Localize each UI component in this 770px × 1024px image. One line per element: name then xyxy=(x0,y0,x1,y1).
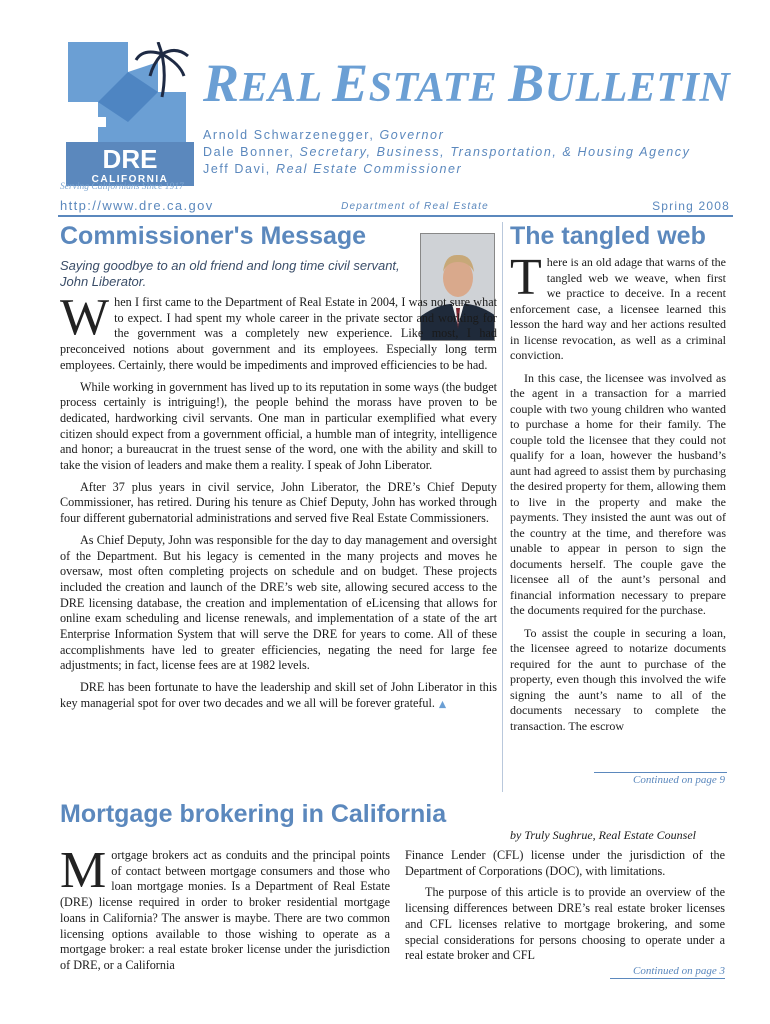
website-link[interactable]: http://www.dre.ca.gov xyxy=(60,198,214,213)
mortgage-column-2 xyxy=(405,848,725,970)
tangled-paragraph: To assist the couple in securing a loan, the licensee agreed to notarize documents required for the aunt to purchase of the property, even though this involved the wife signing the aunt’s name to all of the documents necessary to complete the transaction. The escrow xyxy=(510,625,726,733)
mortgage-paragraph: Finance Lender (CFL) license under the jurisdiction of the Department of Corporations (DOC), with limitations. xyxy=(405,848,725,878)
issue-date: Spring 2008 xyxy=(652,199,730,213)
commissioner-article xyxy=(60,289,497,718)
tangled-web-article xyxy=(510,249,726,741)
dre-logo-graphic xyxy=(58,42,196,187)
masthead-divider xyxy=(58,215,733,217)
mortgage-byline: by Truly Sughrue, Real Estate Counsel xyxy=(510,828,696,842)
logo-subtext: CALIFORNIA xyxy=(91,174,169,185)
mortgage-headline: Mortgage brokering in California xyxy=(60,800,447,828)
tagline: Serving Californians Since 1917 xyxy=(60,182,184,192)
commissioner-headline: Commissioner's Message xyxy=(60,222,367,250)
commissioner-paragraph: As Chief Deputy, John was responsible for the day to day management and oversight of the Department. But his legacy is cemented in the many projects and moves he oversaw, most often completing projects on schedule and on budget. These projects included the creation and launch of the DRE’s web site, allowing secured access to the DRE licensing database, the creation and implementation of eLicensing that allows for online exam scheduling and license renewals, and implementation of a state of the art Enterprise Information System that will serve the DRE for years to come. All of these accomplishments have led to greater efficiencies, negating the need for large fee adjustments; in fact, license fees are at 1982 levels. xyxy=(60,532,497,673)
officials-list xyxy=(203,127,723,178)
commissioner-paragraph: When I first came to the Department of Real Estate in 2004, I was not sure what to expect. I had spent my whole career in the private sector and working for the government was a completely new experience. Like most, I had preconceived notions about government and its employees. Especially long term employees. Certainly, there would be impediments and improved efficiencies to be had. xyxy=(60,289,497,372)
continued-rule xyxy=(594,772,727,773)
column-divider xyxy=(502,222,503,792)
tangled-paragraph: There is an old adage that warns of the tangled web we weave, when first we practice to deceive. In a recent enforcement case, a licensee learned this lesson the hard way and her actions resulted in license revocation, as well as a criminal conviction. xyxy=(510,249,726,362)
official-commissioner: Jeff Davi, Real Estate Commissioner xyxy=(203,162,463,176)
commissioner-deck: Saying goodbye to an old friend and long time civil servant, John Liberator. xyxy=(60,258,400,289)
mortgage-paragraph: Mortgage brokers act as conduits and the principal points of contact between mortgage consumers and those who loan mortgage monies. Is a Department of Real Estate (DRE) license required in order to broker residential mortgage loans in California? The answer is maybe. There are two common licensing options available to those wishing to operate as a mortgage broker: a real estate broker license under the jurisdiction of DRE, or a California xyxy=(60,842,390,972)
continued-link-page-9[interactable]: Continued on page 9 xyxy=(633,774,725,786)
commissioner-paragraph: DRE has been fortunate to have the leadership and skill set of John Liberator in this key managerial spot for over two decades and we all will be forever grateful. xyxy=(60,680,497,710)
department-name: Department of Real Estate xyxy=(341,201,489,212)
continued-rule xyxy=(610,978,725,979)
dre-logo xyxy=(58,42,196,187)
bulletin-title: REAL ESTATE BULLETIN xyxy=(203,53,731,113)
dropcap: W xyxy=(60,289,110,346)
mortgage-paragraph: The purpose of this article is to provide an overview of the licensing differences between DRE’s real estate broker licenses and CFL licenses relative to mortgage brokering, and some special considerations for persons choosing to operate under a real estate broker and CFL xyxy=(405,885,725,963)
commissioner-paragraph: After 37 plus years in civil service, John Liberator, the DRE’s Chief Deputy Commissioner, has retired. During his tenure as Chief Deputy, John has worked through four different gubernatorial administrations and served five Real Estate Commissioners. xyxy=(60,479,497,526)
tangled-web-headline: The tangled web xyxy=(510,222,706,250)
continued-link-page-3[interactable]: Continued on page 3 xyxy=(633,965,725,977)
dropcap: T xyxy=(510,249,542,306)
dropcap: M xyxy=(60,842,107,899)
logo-text: DRE xyxy=(102,144,158,174)
commissioner-paragraph: While working in government has lived up to its reputation in some ways (the budget process certainly is intriguing!), the people behind the morass have proven to be dedicated, hardworking civil servants. One man in particular exemplified what every citizen should expect from a government official, a humble man of integrity, intelligence and honor; a bureaucrat in the truest sense of the word, one with the ability and skill to take the vision of leaders and make them a reality. I speak of John Liberator. xyxy=(60,379,497,473)
official-secretary: Dale Bonner, Secretary, Business, Transportation, & Housing Agency xyxy=(203,145,691,159)
end-of-article-icon xyxy=(438,700,447,709)
official-governor: Arnold Schwarzenegger, Governor xyxy=(203,128,445,142)
mortgage-column-1 xyxy=(60,842,390,980)
tangled-paragraph: In this case, the licensee was involved as the agent in a transaction for a married couple with two young children who wanted to purchase a home for their family. The couple told the licensee that they could not qualify for a loan, however the husband’s aunt had agreed to assist them by purchasing the desired property for them, allowing them to live in the property and make the payments. They insisted the aunt was out of the country at the time, and therefore was unable to appear in person to sign the documents herself. The couple gave the licensee all of the aunt’s personal and financial information necessary to prepare the documents required for the purchase. xyxy=(510,370,726,617)
